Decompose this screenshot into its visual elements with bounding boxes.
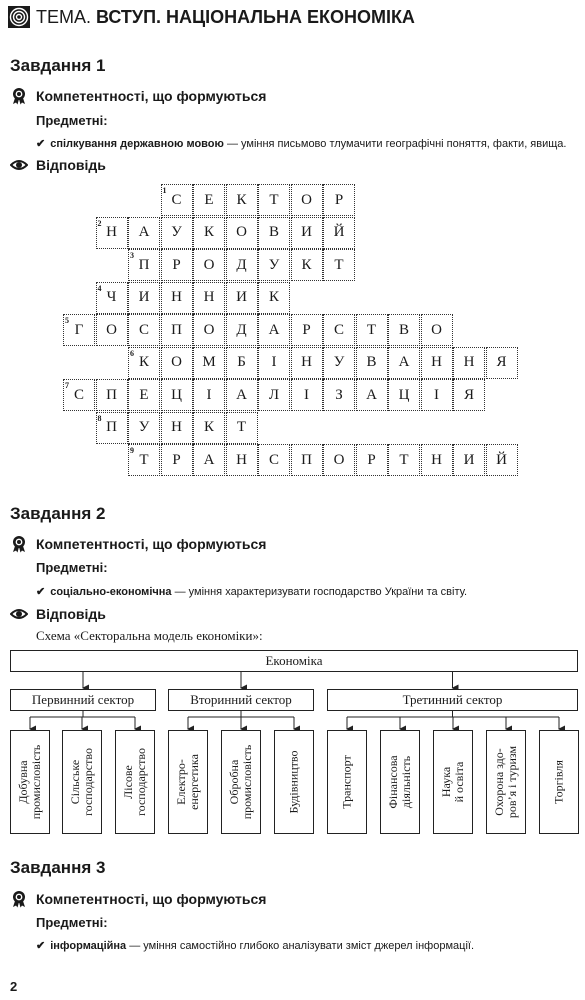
sector-box: Первинний сектор (10, 689, 156, 711)
sector-item-box (380, 730, 420, 834)
crossword-cell: И (291, 217, 323, 249)
crossword-cell: Н (161, 282, 193, 314)
sector-item-label: Фінансова діяльність (386, 755, 413, 809)
crossword-cell: С (128, 314, 160, 346)
crossword-cell: К (226, 184, 258, 216)
crossword-number: 4 (97, 283, 102, 293)
crossword-cell: К (258, 282, 290, 314)
crossword-cell: Т (128, 444, 160, 476)
crossword-cell: П (128, 249, 160, 281)
crossword-cell: И (226, 282, 258, 314)
task2-answer-label: Відповідь (36, 606, 106, 622)
crossword-cell: Т (323, 249, 355, 281)
crossword-cell: У (128, 412, 160, 444)
sector-item-label: Лісове господарство (121, 748, 148, 816)
task3-skill (36, 939, 474, 952)
crossword-cell: А (258, 314, 290, 346)
crossword-cell: О (193, 314, 225, 346)
crossword-cell: О (161, 347, 193, 379)
crossword-number: 1 (162, 186, 167, 195)
sector-item-box (221, 730, 261, 834)
task1-answer-label: Відповідь (36, 157, 106, 173)
crossword-cell: Я (486, 347, 518, 379)
crossword-cell: О (291, 184, 323, 216)
crossword-cell: А (356, 379, 388, 411)
crossword-cell: Ц (388, 379, 420, 411)
crossword-cell: У (161, 217, 193, 249)
sector-item-label: Сільське господарство (68, 748, 95, 816)
title-label: ТЕМА. (36, 7, 92, 27)
check-icon: ✔ (36, 940, 46, 952)
crossword-cell: И (128, 282, 160, 314)
crossword-cell: Н (291, 347, 323, 379)
crossword-cell: І (193, 379, 225, 411)
sector-box: Вторинний сектор (168, 689, 314, 711)
crossword-cell: Т (356, 314, 388, 346)
crossword-cell: В (388, 314, 420, 346)
crossword-cell: К (291, 249, 323, 281)
task1-subjects-label: Предметні: (36, 113, 108, 128)
crossword-cell: Д (226, 314, 258, 346)
crossword-cell: Й (486, 444, 518, 476)
crossword-cell: У (323, 347, 355, 379)
crossword-cell: А (388, 347, 420, 379)
sector-item-box (274, 730, 314, 834)
crossword-cell: О (193, 249, 225, 281)
task2-competences: Компетентності, що формуються (36, 536, 267, 552)
crossword-cell: Р (323, 184, 355, 216)
crossword-cell: Р (161, 249, 193, 281)
sector-item-label: Транспорт (339, 755, 354, 809)
sector-item-box (115, 730, 155, 834)
crossword-cell: Н (421, 444, 453, 476)
task3-title: Завдання 3 (10, 858, 106, 877)
crossword-cell: Т (388, 444, 420, 476)
sector-item-label: Наука й освіта (439, 761, 466, 803)
crossword-cell: З (323, 379, 355, 411)
task3-competences: Компетентності, що формуються (36, 891, 267, 907)
sector-item-label: Електро- енергетика (174, 754, 201, 810)
crossword-cell: О (421, 314, 453, 346)
sector-item-box (10, 730, 50, 834)
crossword-cell: Л (258, 379, 290, 411)
crossword-cell: Д (226, 249, 258, 281)
page-number: 2 (10, 979, 18, 994)
crossword-cell: У (258, 249, 290, 281)
crossword-cell: Н (226, 444, 258, 476)
sector-item-box (539, 730, 579, 834)
crossword-cell: В (356, 347, 388, 379)
crossword-cell: Н (96, 217, 128, 249)
crossword-cell: Н (193, 282, 225, 314)
task3-skill-text: — уміння самостійно глибоко аналізувати зміст джерел інформації. (126, 940, 474, 952)
crossword-cell: Р (291, 314, 323, 346)
sector-item-box (486, 730, 526, 834)
crossword-cell: Е (128, 379, 160, 411)
crossword-cell: Ч (96, 282, 128, 314)
task2-skill-term: соціально-економічна (50, 586, 172, 598)
crossword-number: 3 (130, 251, 134, 260)
crossword-number: 6 (130, 348, 134, 358)
crossword-cell: Н (161, 412, 193, 444)
crossword-number: 5 (65, 316, 69, 325)
crossword-cell: С (323, 314, 355, 346)
crossword-cell: А (226, 379, 258, 411)
sector-item-label: Добувна промисловість (16, 744, 43, 820)
sector-item-label: Торгівля (551, 760, 566, 804)
award-medal-icon (10, 890, 28, 908)
crossword-cell: Ц (161, 379, 193, 411)
crossword-cell: А (128, 217, 160, 249)
crossword-cell: В (258, 217, 290, 249)
task3-subjects-label: Предметні: (36, 915, 108, 930)
crossword-cell: Й (323, 217, 355, 249)
sector-item-label: Охорона здо- ров’я і туризм (492, 745, 519, 819)
crossword-number: 9 (130, 446, 134, 455)
crossword-cell: С (161, 184, 193, 216)
crossword-cell: Т (258, 184, 290, 216)
task2-skill-text: — уміння характеризувати господарство України та світу. (171, 586, 468, 598)
crossword-cell: Т (226, 412, 258, 444)
crossword-cell: С (258, 444, 290, 476)
sector-item-box (62, 730, 102, 834)
task1-title: Завдання 1 (10, 56, 106, 75)
crossword-cell: Я (453, 379, 485, 411)
crossword-cell: О (226, 217, 258, 249)
diagram-root-economy: Економіка (10, 650, 578, 672)
task1-skill-term: спілкування державною мовою (50, 138, 224, 150)
sector-item-box (168, 730, 208, 834)
crossword-cell: Н (453, 347, 485, 379)
crossword-number: 7 (65, 381, 69, 390)
sector-item-box (433, 730, 473, 834)
crossword-cell: Р (356, 444, 388, 476)
sector-item-label: Будівництво (286, 750, 301, 814)
crossword-cell: О (96, 314, 128, 346)
crossword-cell: Н (421, 347, 453, 379)
task2-subjects-label: Предметні: (36, 560, 108, 575)
crossword-cell: К (193, 217, 225, 249)
crossword-cell: П (96, 379, 128, 411)
sector-item-box (327, 730, 367, 834)
crossword-number: 2 (97, 218, 102, 228)
task2-title: Завдання 2 (10, 504, 106, 523)
crossword-cell: А (193, 444, 225, 476)
check-icon: ✔ (36, 138, 46, 150)
title-text: ВСТУП. НАЦІОНАЛЬНА ЕКОНОМІКА (96, 7, 415, 27)
check-icon: ✔ (36, 586, 46, 598)
crossword-cell: І (291, 379, 323, 411)
crossword-cell: Б (226, 347, 258, 379)
crossword-cell: Р (161, 444, 193, 476)
scheme-caption: Схема «Секторальна модель економіки»: (36, 628, 263, 643)
task3-skill-term: інформаційна (50, 940, 127, 952)
crossword-cell: И (453, 444, 485, 476)
crossword-cell: Г (63, 314, 95, 346)
sector-box: Третинний сектор (327, 689, 578, 711)
crossword-cell: І (258, 347, 290, 379)
crossword-cell: Е (193, 184, 225, 216)
sector-item-label: Обробна промисловість (227, 744, 254, 820)
crossword-cell: К (193, 412, 225, 444)
task1-skill-text: — уміння письмово тлумачити географічні поняття, факти, явища. (223, 138, 567, 150)
crossword-cell: П (161, 314, 193, 346)
crossword-cell: К (128, 347, 160, 379)
crossword-cell: П (291, 444, 323, 476)
crossword-cell: М (193, 347, 225, 379)
task1-competences: Компетентності, що формуються (36, 88, 267, 104)
crossword-cell: С (63, 379, 95, 411)
crossword-number: 8 (97, 413, 102, 423)
crossword-cell: І (421, 379, 453, 411)
crossword-cell: О (323, 444, 355, 476)
crossword-cell: П (96, 412, 128, 444)
